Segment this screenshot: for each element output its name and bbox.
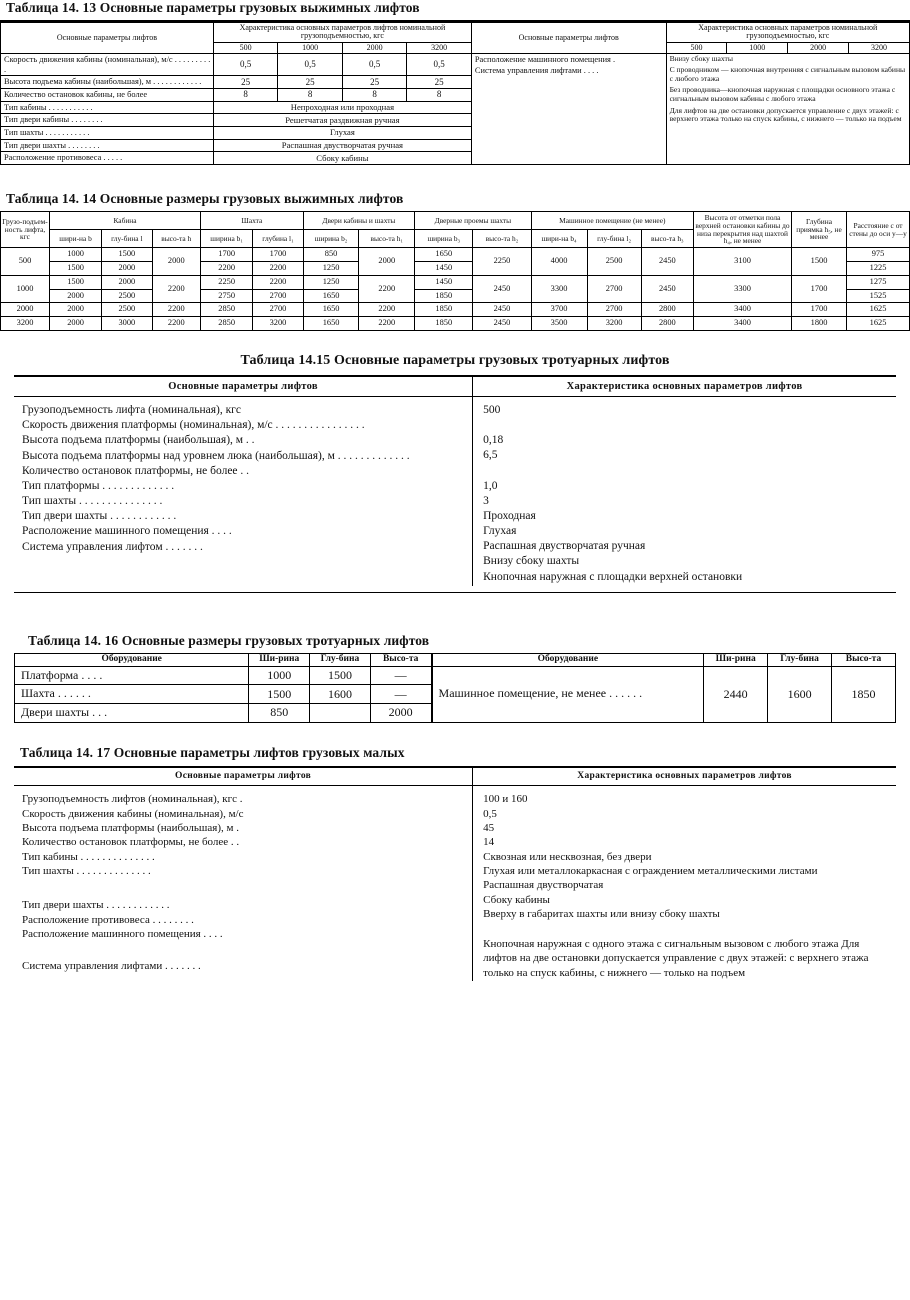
cell-shaft-depth: 3200 [253, 317, 303, 331]
param-machine-room-label: Расположение машинного помещения . . . . [22, 927, 223, 940]
cell-door-width: 1650 [303, 317, 359, 331]
param-cabin-type-value: Непроходная или проходная [213, 101, 471, 114]
table-title-14-13: Таблица 14. 13 Основные параметры грузовых выжимных лифтов [6, 0, 420, 15]
cell-opening-width: 1850 [415, 289, 473, 303]
colhdr-equipment-right: Оборудование [432, 653, 704, 666]
colhdr-width-left: Ши-рина [249, 653, 310, 666]
cell-door-height: 2200 [359, 275, 415, 303]
colhdr-width-right: Ши-рина [704, 653, 768, 666]
equip-shaft-doors-height: 2000 [370, 703, 431, 722]
equip-machine-room-height: 1850 [832, 666, 896, 722]
param-machine-room-value: Вверху в габаритах шахты или внизу сбоку шахты [483, 907, 720, 920]
param-above-hatch-value: 1,0 [483, 479, 498, 492]
right-value-control-1: С проводником — кнопочная внутренняя с сигнальным вызовом кабины с любого этажа [669, 64, 906, 83]
param-counterweight-value: Сбоку кабины [483, 893, 550, 906]
params-column [14, 786, 473, 981]
param-control-label: Система управления лифтом . . . . . . . [22, 540, 203, 553]
right-value-control-2: Без проводника—кнопочная наружная с площадки основного этажа с сигнальным вызовом кабины с любого этажа [669, 85, 896, 104]
colhdr-params: Основные параметры лифтов [14, 768, 473, 786]
cell-wall-dist: 1525 [847, 289, 910, 303]
equip-shaft-doors-label: Двери шахты . . . [15, 703, 249, 722]
table-14-14 [0, 211, 910, 331]
cell-cabin-depth: 2000 [102, 275, 152, 289]
param-capacity-value: 500 [483, 404, 501, 417]
param-stops-1000: 8 [278, 89, 342, 102]
equip-machine-room-depth: 1600 [768, 666, 832, 722]
param-counterweight-value: Сбоку кабины [213, 152, 471, 165]
cell-cabin-height: 2200 [152, 275, 200, 303]
param-shaft-door-label: Тип двери шахты . . . . . . . . . . . . [22, 510, 177, 523]
table-row [14, 397, 896, 586]
param-stops-3200: 8 [407, 89, 471, 102]
cell-capacity: 1000 [1, 275, 50, 303]
param-cabin-type-label: Тип кабины . . . . . . . . . . . . . . [22, 850, 155, 863]
colhdr-shaft-width: ширина b₁ [200, 230, 252, 248]
cell-door-width: 1650 [303, 289, 359, 303]
colhdr-machine-room: Машинное помещение (не менее) [531, 212, 693, 230]
table-row [1, 275, 910, 289]
cell-mr-width: 3300 [531, 275, 587, 303]
col-header-left-params: Основные параметры лифтов [1, 23, 214, 54]
colhdr-wall-dist: Расстояние с от стены до оси y—y [847, 212, 910, 248]
param-machine-room-label: Расположение машинного помещения . . . . [22, 525, 232, 538]
param-shaft-type-label: Тип шахты . . . . . . . . . . . [1, 127, 214, 140]
table-section-14-14 [0, 191, 910, 331]
equip-machine-room-width: 2440 [704, 666, 768, 722]
cell-opening-width: 1450 [415, 275, 473, 289]
cell-upper-stop: 3400 [694, 303, 792, 317]
col-header-right-params: Основные параметры лифтов [471, 23, 666, 54]
table-title-14-16: Таблица 14. 16 Основные размеры грузовых тротуарных лифтов [28, 632, 430, 648]
cell-shaft-depth: 2700 [253, 289, 303, 303]
param-shaft-type-value: Глухая [483, 525, 517, 538]
cell-capacity: 2000 [1, 303, 50, 317]
cell-door-width: 850 [303, 248, 359, 262]
table-row [1, 54, 910, 76]
cell-pit: 1700 [792, 275, 847, 303]
cell-door-height: 2200 [359, 303, 415, 317]
cell-shaft-depth: 1700 [253, 248, 303, 262]
cell-door-width: 1250 [303, 275, 359, 289]
colhdr-params: Основные параметры лифтов [14, 377, 473, 397]
table-row [14, 786, 896, 981]
param-lift-height-label: Высота подъема платформы (наибольшая), м . . [22, 434, 255, 447]
table-title-14-14: Таблица 14. 14 Основные размеры грузовых выжимных лифтов [6, 191, 404, 207]
cell-door-width: 1650 [303, 303, 359, 317]
param-counterweight-label: Расположение противовеса . . . . . . . . [22, 913, 194, 926]
capacity-r-1000: 1000 [727, 42, 788, 53]
cell-shaft-depth: 2200 [253, 261, 303, 275]
capacity-1000: 1000 [278, 42, 342, 53]
table-14-17 [14, 768, 896, 982]
cell-cabin-depth: 1500 [102, 248, 152, 262]
equip-machine-room-label: Машинное помещение, не менее . . . . . . [432, 666, 704, 722]
param-height-label: Высота подъема кабины (наибольшая), м . . . . . . . . . . . . [1, 76, 214, 89]
cell-cabin-width: 2000 [50, 317, 102, 331]
table-14-15 [14, 377, 896, 586]
param-shaft-type-label: Тип шахты . . . . . . . . . . . . . . [22, 864, 151, 877]
colhdr-characteristics: Характеристика основных параметров лифтов [473, 377, 896, 397]
cell-cabin-height: 2200 [152, 303, 200, 317]
cell-wall-dist: 1225 [847, 261, 910, 275]
param-height-500: 25 [213, 76, 277, 89]
capacity-r-2000: 2000 [788, 42, 849, 53]
colhdr-opening-height: высо-та h₂ [473, 230, 531, 248]
table-row [1, 212, 910, 230]
cell-shaft-depth: 2200 [253, 275, 303, 289]
cell-mr-width: 3500 [531, 317, 587, 331]
right-value-control-3: Для лифтов на две остановки допускается управление с двух этажей: с верхнего этажа только на спуск кабины, с нижнего — только на подъем [669, 105, 902, 124]
right-param-control-label: Система управления лифтами . . . . [474, 65, 599, 75]
colhdr-shaft: Шахта [200, 212, 303, 230]
cell-upper-stop: 3400 [694, 317, 792, 331]
param-platform-type-value: Проходная [483, 509, 536, 522]
param-height-3200: 25 [407, 76, 471, 89]
param-lift-height-value: 45 [483, 822, 495, 835]
colhdr-doorways: Дверные проемы шахты [415, 212, 531, 230]
equip-platform-depth: 1500 [310, 666, 371, 685]
param-counterweight-label: Расположение противовеса . . . . . [1, 152, 214, 165]
cell-shaft-depth: 2700 [253, 303, 303, 317]
param-control-value: Кнопочная наружная с одного этажа с сигнальным вызовом с любого этажа Для лифтов на две остановки допускается управление с двух этажей: с верхнего этажа только на спуск кабины, с нижнего — только на подъем [483, 938, 869, 979]
param-shaft-door-label: Тип двери шахты . . . . . . . . . . . . [22, 899, 170, 912]
cell-pit: 1800 [792, 317, 847, 331]
param-stops-value: 3 [483, 494, 489, 507]
equip-platform-label: Платформа . . . . [15, 666, 249, 685]
colhdr-mr-width: шири-на b₄ [531, 230, 587, 248]
cell-mr-width: 3700 [531, 303, 587, 317]
table-row [14, 768, 896, 786]
equip-shaft-label: Шахта . . . . . . [15, 685, 249, 704]
param-stops-label: Количество остановок платформы, не более . . [22, 836, 240, 849]
cell-mr-depth: 3200 [587, 317, 641, 331]
param-stops-500: 8 [213, 89, 277, 102]
param-machine-room-value: Внизу сбоку шахты [483, 555, 580, 568]
cell-mr-height: 2800 [641, 303, 693, 317]
cell-cabin-width: 1500 [50, 275, 102, 289]
cell-shaft-width: 2250 [200, 275, 252, 289]
colhdr-capacity: Грузо-подъем-ность лифта, кгс [1, 212, 50, 248]
table-title-14-17: Таблица 14. 17 Основные параметры лифтов грузовых малых [20, 744, 405, 760]
cell-mr-depth: 2500 [587, 248, 641, 276]
right-value-machine-room: Внизу сбоку шахты [669, 54, 733, 64]
param-height-1000: 25 [278, 76, 342, 89]
table-row [15, 666, 896, 685]
param-speed-label: Скорость движения платформы (номинальная), м/с . . . . . . . . . . . . . . . . [22, 419, 365, 432]
param-shaft-door-label: Тип двери шахты . . . . . . . . [1, 139, 214, 152]
param-shaft-door-value: Распашная двустворчатая [483, 879, 604, 892]
table-14-16 [14, 653, 896, 723]
param-above-hatch-label: Высота подъема платформы над уровнем люка (наибольшая), м . . . . . . . . . . . . . [22, 449, 410, 462]
cell-cabin-height: 2000 [152, 248, 200, 276]
colhdr-opening-width: ширина b₃ [415, 230, 473, 248]
table-row [15, 653, 896, 666]
equip-shaft-doors-width: 850 [249, 703, 310, 722]
equip-shaft-depth: 1600 [310, 685, 371, 704]
param-speed-value: 0,18 [483, 434, 504, 447]
cell-opening-height: 2450 [473, 303, 531, 317]
table-section-14-15 [0, 353, 910, 593]
table-section-14-17 [0, 745, 910, 982]
equip-platform-width: 1000 [249, 666, 310, 685]
colhdr-door-width: ширина b₂ [303, 230, 359, 248]
cell-cabin-width: 1500 [50, 261, 102, 275]
param-cabin-door-value: Решетчатая раздвижная ручная [213, 114, 471, 127]
param-platform-type-label: Тип платформы . . . . . . . . . . . . . [22, 479, 175, 492]
param-speed-1000: 0,5 [278, 54, 342, 76]
param-stops-2000: 8 [342, 89, 406, 102]
cell-capacity: 3200 [1, 317, 50, 331]
cell-shaft-width: 2850 [200, 303, 252, 317]
equip-shaft-doors-depth [310, 703, 371, 722]
cell-opening-height: 2450 [473, 317, 531, 331]
cell-mr-depth: 2700 [587, 303, 641, 317]
table-row [1, 317, 910, 331]
cell-pit: 1700 [792, 303, 847, 317]
param-capacity-value: 100 и 160 [483, 793, 528, 806]
param-speed-3200: 0,5 [407, 54, 471, 76]
colhdr-cabin: Кабина [50, 212, 201, 230]
param-lift-height-value: 6,5 [483, 449, 498, 462]
right-param-machine-room-label: Расположение машинного помещения . [474, 55, 616, 65]
cell-mr-height: 2450 [641, 248, 693, 276]
param-capacity-label: Грузоподъемность лифтов (номинальная), кгс . [22, 793, 243, 806]
param-stops-label: Количество остановок кабины, не более [1, 89, 214, 102]
param-cabin-type-value: Сквозная или несквозная, без двери [483, 850, 652, 863]
param-capacity-label: Грузоподъемность лифта (номинальная), кгс [22, 404, 242, 417]
cell-pit: 1500 [792, 248, 847, 276]
param-shaft-door-value: Распашная двустворчатая ручная [213, 139, 471, 152]
cell-opening-width: 1650 [415, 248, 473, 262]
param-stops-value: 14 [483, 836, 495, 849]
colhdr-shaft-depth: глубина l₁ [253, 230, 303, 248]
colhdr-door-height: высо-та h₁ [359, 230, 415, 248]
cell-upper-stop: 3100 [694, 248, 792, 276]
colhdr-characteristics: Характеристика основных параметров лифтов [473, 768, 896, 786]
table-row [1, 23, 910, 43]
colhdr-upper-stop: Высота от отметки пола верхней остановки кабины до низа перекрытия над шахтой h₄, не менее [694, 212, 792, 248]
param-shaft-door-value: Распашная двустворчатая ручная [483, 540, 646, 553]
colhdr-depth-right: Глу-бина [768, 653, 832, 666]
param-control-label: Система управления лифтами . . . . . . . [22, 960, 201, 973]
rule-bottom [14, 592, 896, 593]
table-14-13 [0, 22, 910, 165]
cell-cabin-height: 2200 [152, 317, 200, 331]
cell-wall-dist: 975 [847, 248, 910, 262]
colhdr-mr-height: высо-та h₃ [641, 230, 693, 248]
param-speed-2000: 0,5 [342, 54, 406, 76]
cell-mr-height: 2450 [641, 275, 693, 303]
cell-door-height: 2200 [359, 317, 415, 331]
cell-cabin-depth: 2000 [102, 261, 152, 275]
values-column [473, 397, 896, 586]
param-control-value: Кнопочная наружная с площадки верхней остановки [483, 570, 743, 583]
cell-door-height: 2000 [359, 248, 415, 276]
cell-cabin-width: 2000 [50, 303, 102, 317]
params-column [14, 397, 473, 586]
col-header-left-group: Характеристика основных параметров лифтов номинальной грузоподъемностью, кгс [213, 23, 471, 43]
colhdr-height-right: Высо-та [832, 653, 896, 666]
right-params-stack [471, 54, 666, 165]
cell-wall-dist: 1625 [847, 303, 910, 317]
table-section-14-13 [0, 0, 910, 165]
cell-shaft-width: 2750 [200, 289, 252, 303]
table-row [14, 377, 896, 397]
param-speed-label: Скорость движения кабины (номинальная), м/с [22, 807, 244, 820]
param-speed-value: 0,5 [483, 807, 497, 820]
capacity-2000: 2000 [342, 42, 406, 53]
cell-opening-width: 1850 [415, 303, 473, 317]
colhdr-mr-depth: глу-бина l₂ [587, 230, 641, 248]
colhdr-doors: Двери кабины и шахты [303, 212, 414, 230]
colhdr-height-left: Высо-та [370, 653, 431, 666]
cell-opening-width: 1850 [415, 317, 473, 331]
values-column [473, 786, 896, 981]
param-stops-label: Количество остановок платформы, не более . . [22, 464, 250, 477]
cell-cabin-depth: 2500 [102, 303, 152, 317]
param-height-2000: 25 [342, 76, 406, 89]
equip-shaft-height: — [370, 685, 431, 704]
colhdr-pit: Глубина приямка h₅, не менее [792, 212, 847, 248]
cell-wall-dist: 1625 [847, 317, 910, 331]
equip-platform-height: — [370, 666, 431, 685]
cell-opening-height: 2450 [473, 275, 531, 303]
cell-opening-height: 2250 [473, 248, 531, 276]
capacity-r-3200: 3200 [849, 42, 910, 53]
cell-cabin-depth: 3000 [102, 317, 152, 331]
colhdr-cabin-width: шири-на b [50, 230, 102, 248]
colhdr-equipment-left: Оборудование [15, 653, 249, 666]
cell-cabin-width: 2000 [50, 289, 102, 303]
cell-mr-depth: 2700 [587, 275, 641, 303]
equip-shaft-width: 1500 [249, 685, 310, 704]
cell-cabin-depth: 2500 [102, 289, 152, 303]
cell-mr-height: 2800 [641, 317, 693, 331]
cell-door-width: 1250 [303, 261, 359, 275]
param-shaft-type-value: Глухая [213, 127, 471, 140]
param-cabin-type-label: Тип кабины . . . . . . . . . . . [1, 101, 214, 114]
cell-upper-stop: 3300 [694, 275, 792, 303]
cell-shaft-width: 2200 [200, 261, 252, 275]
table-row [1, 248, 910, 262]
colhdr-cabin-height: высо-та h [152, 230, 200, 248]
param-lift-height-label: Высота подъема платформы (наибольшая), м . [22, 822, 239, 835]
cell-wall-dist: 1275 [847, 275, 910, 289]
cell-mr-width: 4000 [531, 248, 587, 276]
cell-capacity: 500 [1, 248, 50, 276]
cell-cabin-width: 1000 [50, 248, 102, 262]
param-cabin-door-label: Тип двери кабины . . . . . . . . [1, 114, 214, 127]
capacity-r-500: 500 [666, 42, 727, 53]
colhdr-depth-left: Глу-бина [310, 653, 371, 666]
param-speed-500: 0,5 [213, 54, 277, 76]
cell-opening-width: 1450 [415, 261, 473, 275]
param-shaft-type-value: Глухая или металлокаркасная с ограждением металлическими листами [483, 864, 818, 877]
capacity-500: 500 [213, 42, 277, 53]
col-header-right-group: Характеристика основных параметров номинальной грузоподъемностью, кгс [666, 23, 909, 43]
table-row [1, 303, 910, 317]
cell-shaft-width: 1700 [200, 248, 252, 262]
cell-shaft-width: 2850 [200, 317, 252, 331]
capacity-3200: 3200 [407, 42, 471, 53]
right-values-stack [666, 54, 909, 165]
param-speed-label: Скорость движения кабины (номинальная), м/с . . . . . . . . . . [1, 54, 214, 76]
colhdr-cabin-depth: глу-бина l [102, 230, 152, 248]
table-section-14-16 [0, 633, 910, 723]
param-shaft-type-label: Тип шахты . . . . . . . . . . . . . . . [22, 495, 163, 508]
table-title-14-15: Таблица 14.15 Основные параметры грузовых тротуарных лифтов [240, 353, 670, 369]
